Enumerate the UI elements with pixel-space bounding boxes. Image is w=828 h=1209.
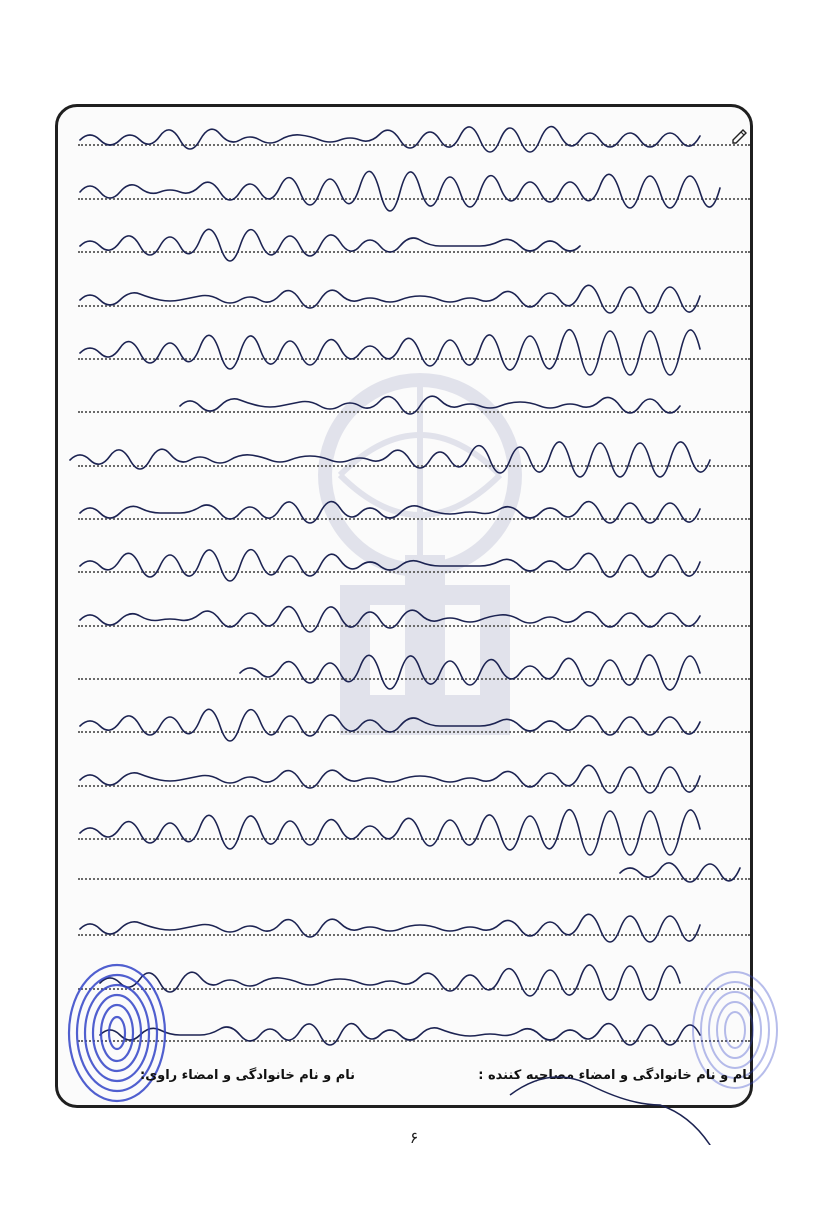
handwriting-area	[60, 110, 760, 1060]
interviewer-signature-label: نام و نام خانوادگی و امضاء مصاحبه کننده :	[478, 1068, 752, 1083]
page-number: ۶	[409, 1128, 419, 1147]
narrator-signature-label: نام و نام خانوادگی و امضاء راوی:	[140, 1068, 355, 1083]
signature-scribble	[500, 1055, 730, 1145]
